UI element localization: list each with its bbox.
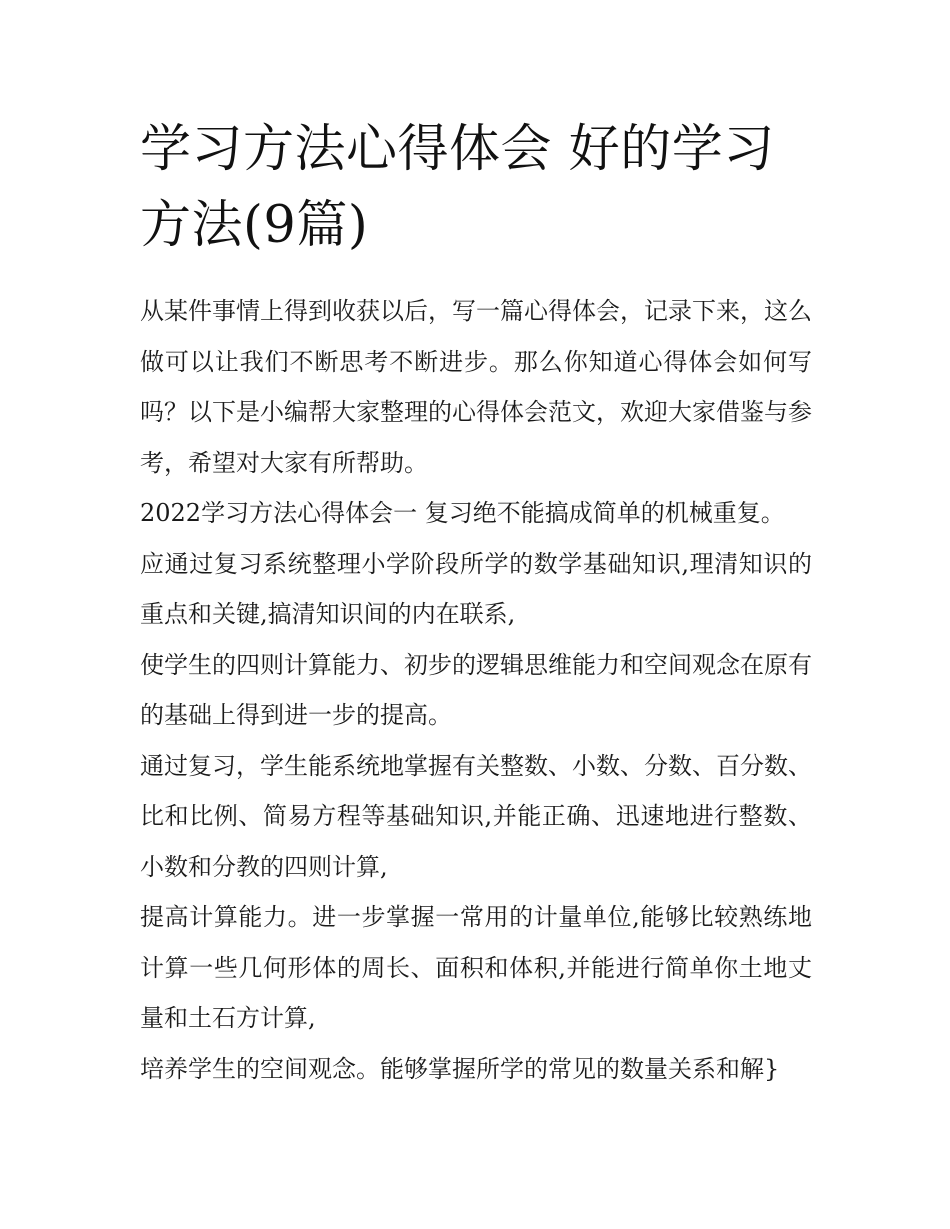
paragraph: 通过复习，学生能系统地掌握有关整数、小数、分数、百分数、比和比例、简易方程等基础知识,并能正确、迅速地进行整数、小数和分教的四则计算,	[140, 751, 812, 881]
document-body	[140, 286, 812, 1094]
paragraph-section-heading: 2022学习方法心得体会一 复习绝不能搞成简单的机械重复。	[140, 499, 785, 527]
paragraph: 提高计算能力。进一步掌握一常用的计量单位,能够比较熟练地计算一些几何形体的周长、面积和体积,并能进行简单你土地丈量和土石方计算,	[140, 903, 812, 1032]
paragraph-intro: 从某件事情上得到收获以后，写一篇心得体会，记录下来，这么做可以让我们不断思考不断进步。那么你知道心得体会如何写吗？以下是小编帮大家整理的心得体会范文，欢迎大家借鉴与参考，希望对大家有所帮助。	[140, 297, 812, 477]
paragraph: 应通过复习系统整理小学阶段所学的数学基础知识,理清知识的重点和关键,搞清知识间的内在联系,	[140, 549, 812, 628]
paragraph: 培养学生的空间观念。能够掌握所学的常见的数量关系和解}	[140, 1054, 780, 1083]
document-page	[140, 112, 812, 1094]
paragraph: 使学生的四则计算能力、初步的逻辑思维能力和空间观念在原有的基础上得到进一步的提高。	[140, 650, 812, 729]
document-title: 学习方法心得体会 好的学习方法(9篇)	[140, 120, 775, 255]
